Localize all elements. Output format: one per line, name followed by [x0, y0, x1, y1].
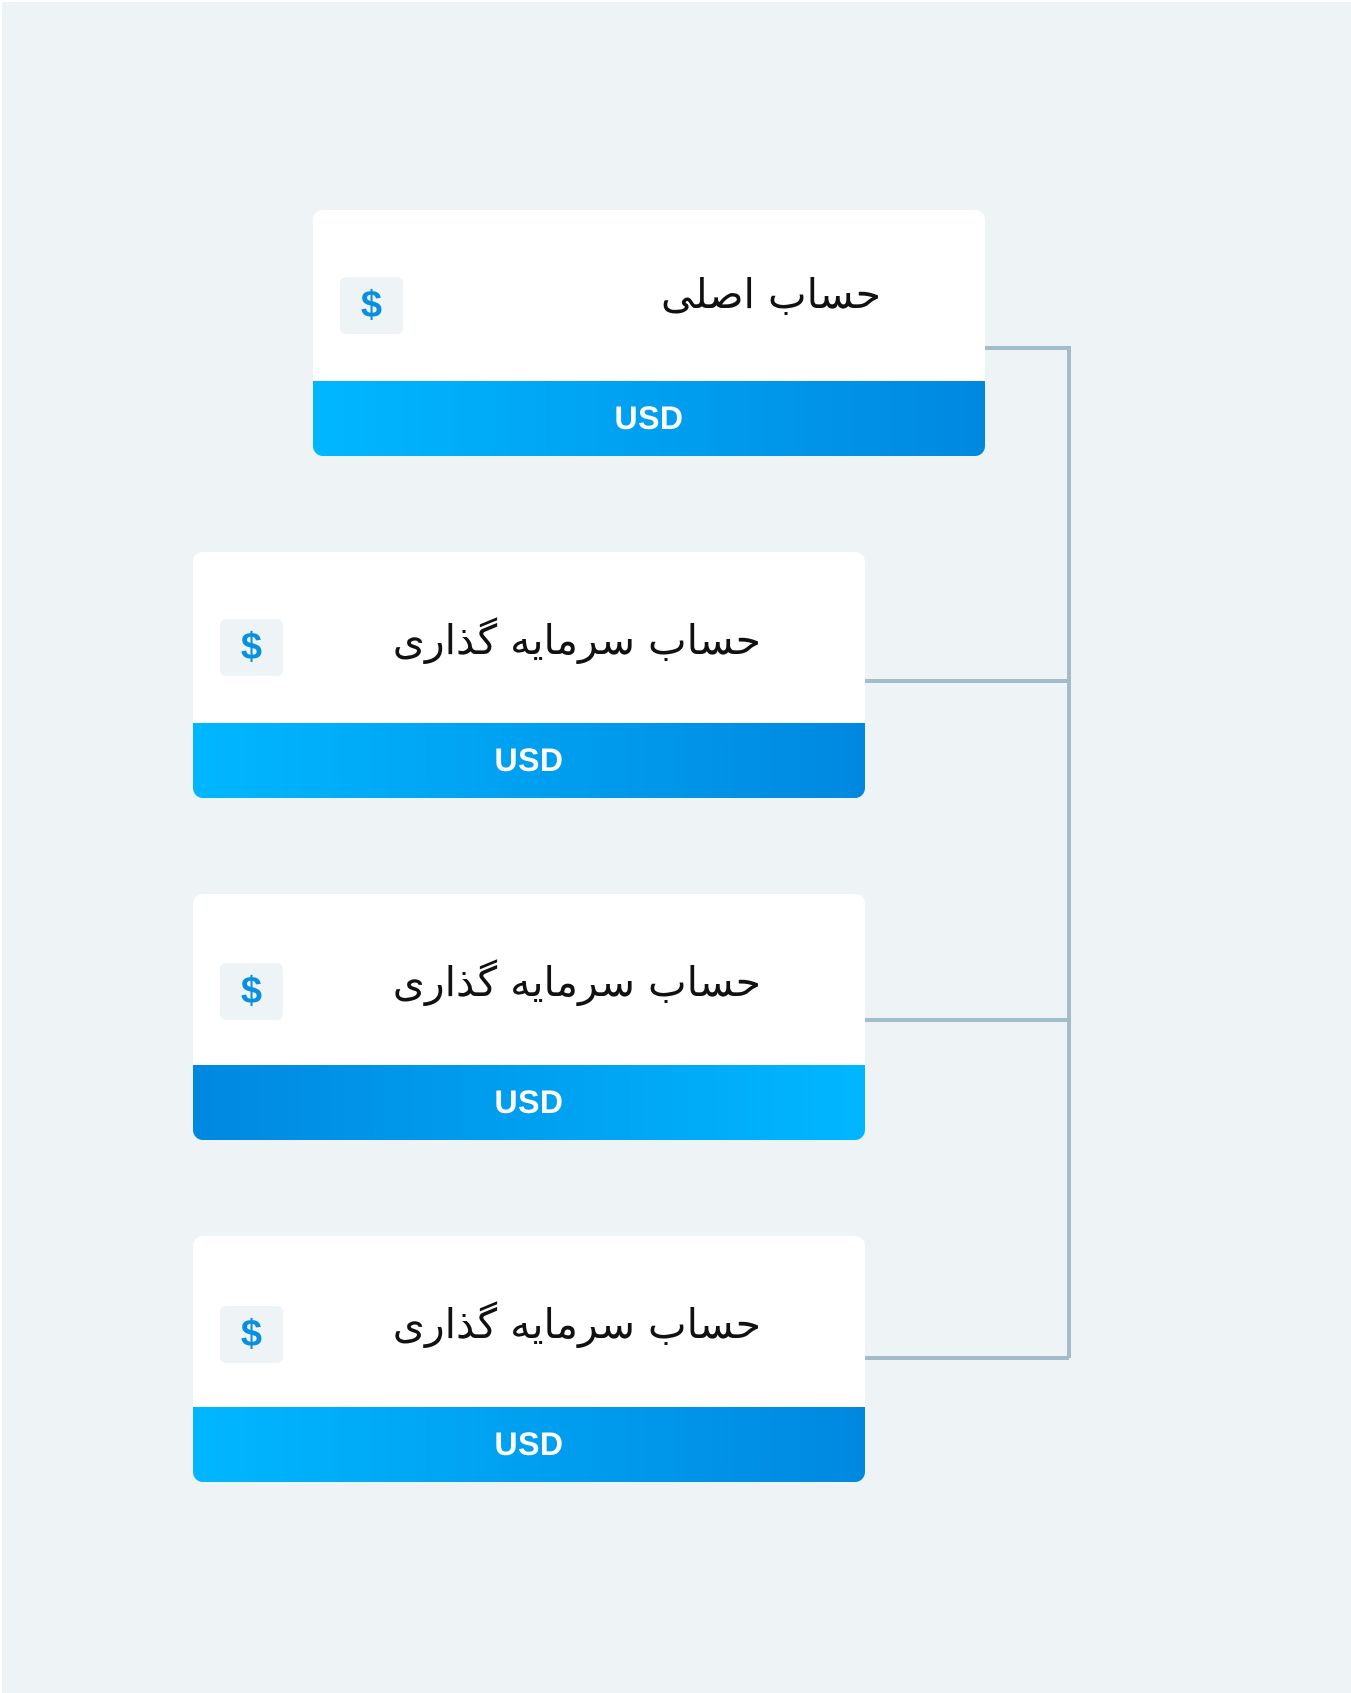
- dollar-icon: $: [220, 619, 283, 676]
- account-title: حساب سرمایه گذاری: [392, 958, 761, 1006]
- account-title: حساب سرمایه گذاری: [392, 616, 761, 664]
- dollar-icon: $: [220, 963, 283, 1020]
- connector-parent: [985, 348, 1069, 1358]
- currency-badge: USD: [193, 1065, 865, 1140]
- card-body: [193, 552, 865, 723]
- card-body: [193, 1236, 865, 1407]
- investment-account-card[interactable]: [193, 894, 865, 1140]
- currency-badge: USD: [313, 381, 985, 456]
- card-body: [313, 210, 985, 381]
- investment-account-card[interactable]: [193, 1236, 865, 1482]
- account-title: حساب سرمایه گذاری: [392, 1300, 761, 1348]
- dollar-icon: $: [340, 277, 403, 334]
- currency-badge: USD: [193, 723, 865, 798]
- currency-badge: USD: [193, 1407, 865, 1482]
- main-account-card[interactable]: [313, 210, 985, 456]
- investment-account-card[interactable]: [193, 552, 865, 798]
- account-title: حساب اصلی: [661, 270, 881, 318]
- dollar-icon: $: [220, 1306, 283, 1363]
- card-body: [193, 894, 865, 1065]
